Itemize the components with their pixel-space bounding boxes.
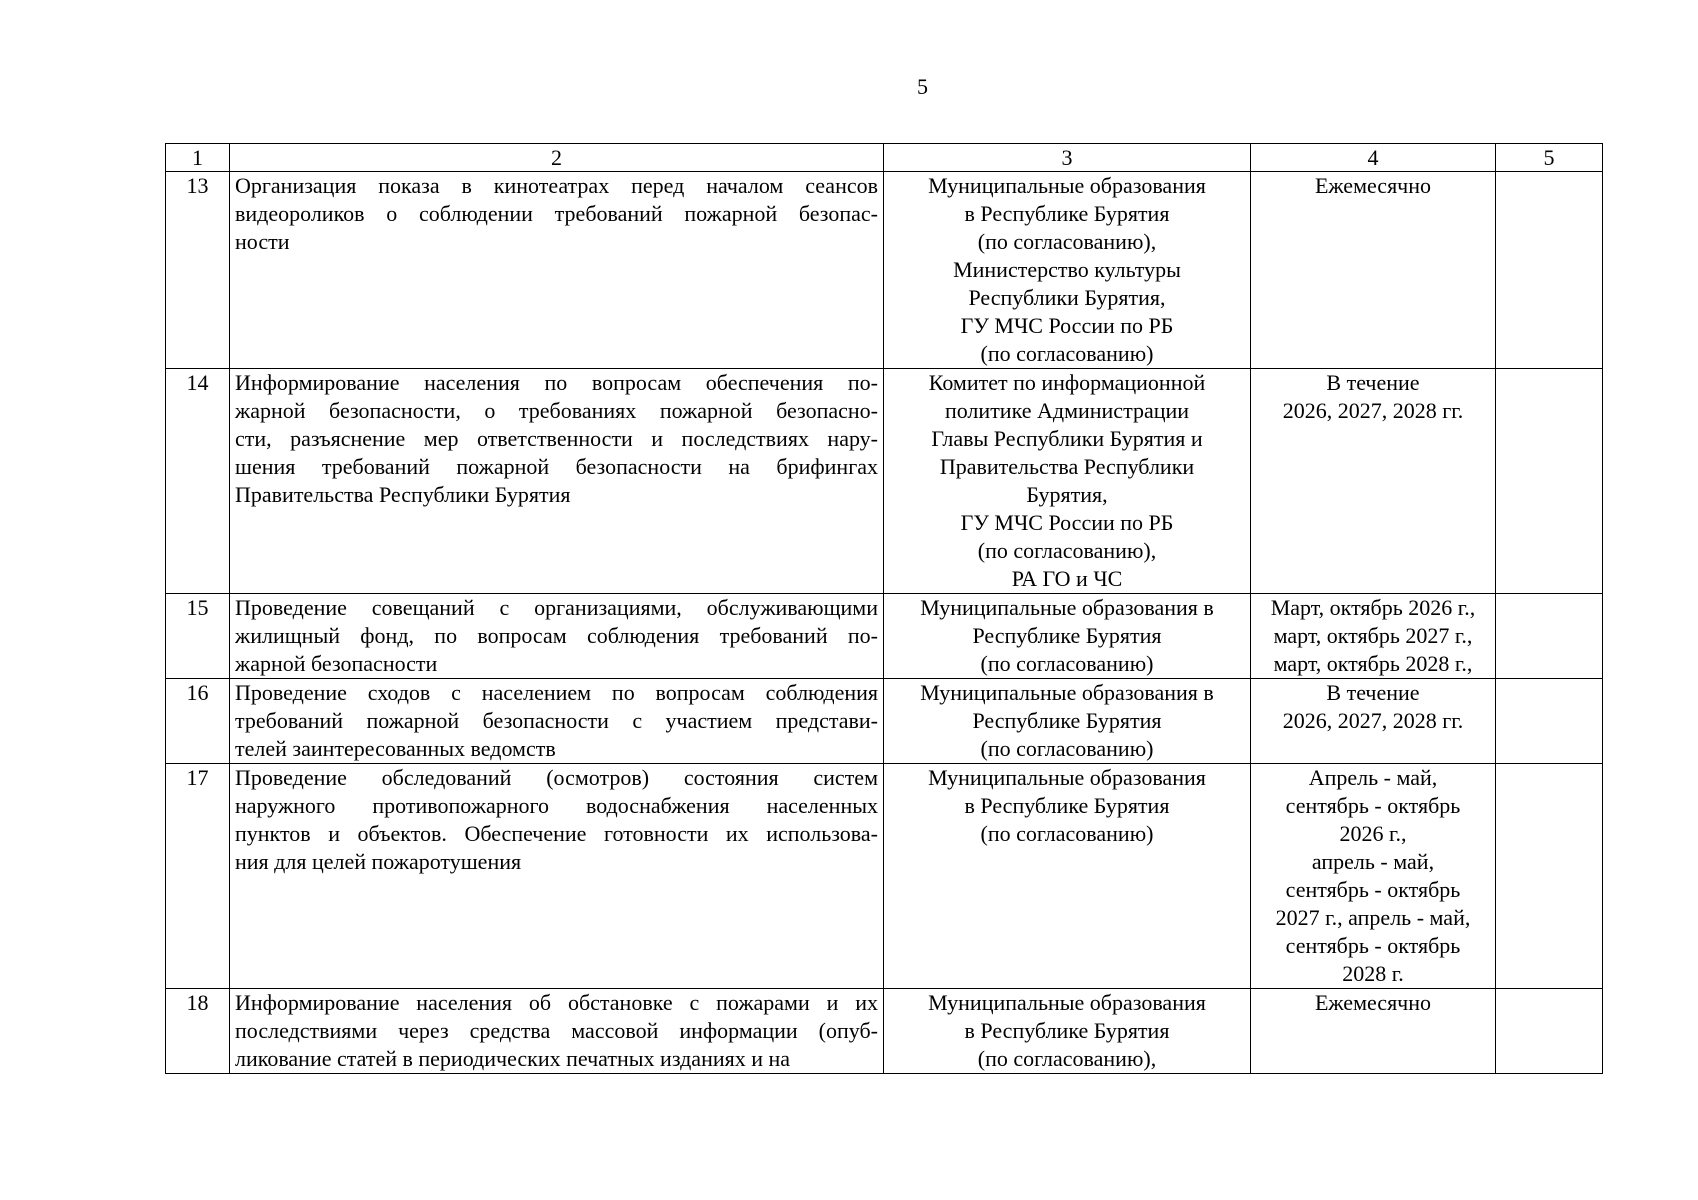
execution-term — [1251, 594, 1496, 679]
column-number-1: 1 — [166, 144, 230, 172]
description-line: жарной безопасности, о требованиях пожарной безопасно- — [235, 398, 878, 423]
table-row — [166, 989, 1603, 1074]
activity-description — [230, 989, 884, 1074]
description-line: Правительства Республики Бурятия — [235, 482, 571, 507]
term-line: март, октябрь 2027 г., — [1273, 623, 1473, 648]
responsible-line: (по согласованию), — [977, 229, 1157, 254]
responsible-line: (по согласованию), — [977, 1046, 1157, 1071]
responsible-line: (по согласованию) — [980, 736, 1154, 761]
execution-term — [1251, 369, 1496, 594]
description-line: сти, разъяснение мер ответственности и последствиях нару- — [235, 426, 878, 451]
responsible-parties — [884, 679, 1251, 764]
page-number: 5 — [917, 74, 928, 99]
term-line: сентябрь - октябрь — [1285, 933, 1461, 958]
note-cell — [1496, 764, 1603, 989]
responsible-line: Главы Республики Бурятия и — [931, 426, 1203, 451]
activity-description — [230, 172, 884, 369]
responsible-line: Комитет по информационной — [928, 370, 1206, 395]
term-line: сентябрь - октябрь — [1285, 877, 1461, 902]
row-number: 16 — [166, 679, 230, 764]
description-line: Проведение обследований (осмотров) состояния систем — [235, 765, 878, 790]
responsible-line: в Республике Бурятия — [964, 1018, 1170, 1043]
activity-description — [230, 764, 884, 989]
description-line: шения требований пожарной безопасности на брифингах — [235, 454, 878, 479]
responsible-line: в Республике Бурятия — [964, 201, 1170, 226]
term-line: 2027 г., апрель - май, — [1275, 905, 1471, 930]
description-line: Информирование населения об обстановке с пожарами и их — [235, 990, 878, 1015]
activity-description — [230, 594, 884, 679]
note-cell — [1496, 679, 1603, 764]
header-row — [166, 144, 1603, 172]
term-line: 2026 г., — [1339, 821, 1407, 846]
responsible-line: Министерство культуры — [953, 257, 1181, 282]
description-line: телей заинтересованных ведомств — [235, 736, 556, 761]
term-line: В течение — [1326, 680, 1420, 705]
term-line: Март, октябрь 2026 г., — [1270, 595, 1476, 620]
term-line: 2026, 2027, 2028 гг. — [1282, 708, 1464, 733]
responsible-line: политике Администрации — [944, 398, 1190, 423]
description-line: жарной безопасности — [235, 651, 438, 676]
responsible-parties — [884, 989, 1251, 1074]
description-line: ности — [235, 229, 290, 254]
execution-term — [1251, 989, 1496, 1074]
execution-term — [1251, 679, 1496, 764]
description-line: Проведение сходов с населением по вопросам соблюдения — [235, 680, 878, 705]
responsible-line: ГУ МЧС России по РБ — [960, 510, 1174, 535]
responsible-line: Муниципальные образования — [928, 173, 1206, 198]
responsible-line: Республике Бурятия — [972, 623, 1162, 648]
responsible-line: ГУ МЧС России по РБ — [960, 313, 1174, 338]
table-row — [166, 172, 1603, 369]
column-number-4: 4 — [1251, 144, 1496, 172]
note-cell — [1496, 594, 1603, 679]
term-line: В течение — [1326, 370, 1420, 395]
description-line: Организация показа в кинотеатрах перед началом сеансов — [235, 173, 878, 198]
responsible-line: Бурятия, — [1026, 482, 1108, 507]
term-line: сентябрь - октябрь — [1285, 793, 1461, 818]
term-line: 2028 г. — [1342, 961, 1404, 986]
row-number: 17 — [166, 764, 230, 989]
note-cell — [1496, 369, 1603, 594]
description-line: пунктов и объектов. Обеспечение готовности их использова- — [235, 821, 878, 846]
responsible-parties — [884, 594, 1251, 679]
term-line: апрель - май, — [1311, 849, 1435, 874]
responsible-line: Муниципальные образования — [928, 765, 1206, 790]
responsible-parties — [884, 369, 1251, 594]
responsible-line: (по согласованию) — [980, 651, 1154, 676]
description-line: наружного противопожарного водоснабжения населенных — [235, 793, 878, 818]
description-line: видеороликов о соблюдении требований пожарной безопас- — [235, 201, 878, 226]
description-line: ликование статей в периодических печатных изданиях и на — [235, 1046, 791, 1071]
table-row — [166, 679, 1603, 764]
table-row — [166, 764, 1603, 989]
responsible-line: Правительства Республики — [939, 454, 1195, 479]
row-number: 18 — [166, 989, 230, 1074]
responsible-line: Муниципальные образования в — [920, 680, 1214, 705]
responsible-line: в Республике Бурятия — [964, 793, 1170, 818]
activity-description — [230, 369, 884, 594]
column-number-2: 2 — [230, 144, 884, 172]
note-cell — [1496, 989, 1603, 1074]
responsible-line: (по согласованию) — [980, 341, 1154, 366]
responsible-line: РА ГО и ЧС — [1011, 566, 1123, 591]
row-number: 15 — [166, 594, 230, 679]
plan-table — [165, 143, 1603, 1074]
description-line: Проведение совещаний с организациями, обслуживающими — [235, 595, 878, 620]
responsible-line: Республике Бурятия — [972, 708, 1162, 733]
description-line: жилищный фонд, по вопросам соблюдения требований по- — [235, 623, 878, 648]
responsible-line: (по согласованию), — [977, 538, 1157, 563]
term-line: Апрель - май, — [1308, 765, 1438, 790]
note-cell — [1496, 172, 1603, 369]
term-line: Ежемесячно — [1314, 173, 1432, 198]
responsible-line: Республики Бурятия, — [968, 285, 1166, 310]
description-line: требований пожарной безопасности с участием представи- — [235, 708, 878, 733]
column-number-5: 5 — [1496, 144, 1603, 172]
execution-term — [1251, 172, 1496, 369]
responsible-line: (по согласованию) — [980, 821, 1154, 846]
responsible-line: Муниципальные образования — [928, 990, 1206, 1015]
execution-term — [1251, 764, 1496, 989]
term-line: Ежемесячно — [1314, 990, 1432, 1015]
term-line: март, октябрь 2028 г., — [1273, 651, 1473, 676]
row-number: 14 — [166, 369, 230, 594]
column-number-3: 3 — [884, 144, 1251, 172]
responsible-parties — [884, 172, 1251, 369]
responsible-line: Муниципальные образования в — [920, 595, 1214, 620]
description-line: последствиями через средства массовой информации (опуб- — [235, 1018, 878, 1043]
description-line: Информирование населения по вопросам обеспечения по- — [235, 370, 878, 395]
term-line: 2026, 2027, 2028 гг. — [1282, 398, 1464, 423]
responsible-parties — [884, 764, 1251, 989]
activity-description — [230, 679, 884, 764]
table-row — [166, 369, 1603, 594]
table-row — [166, 594, 1603, 679]
row-number: 13 — [166, 172, 230, 369]
description-line: ния для целей пожаротушения — [235, 849, 522, 874]
